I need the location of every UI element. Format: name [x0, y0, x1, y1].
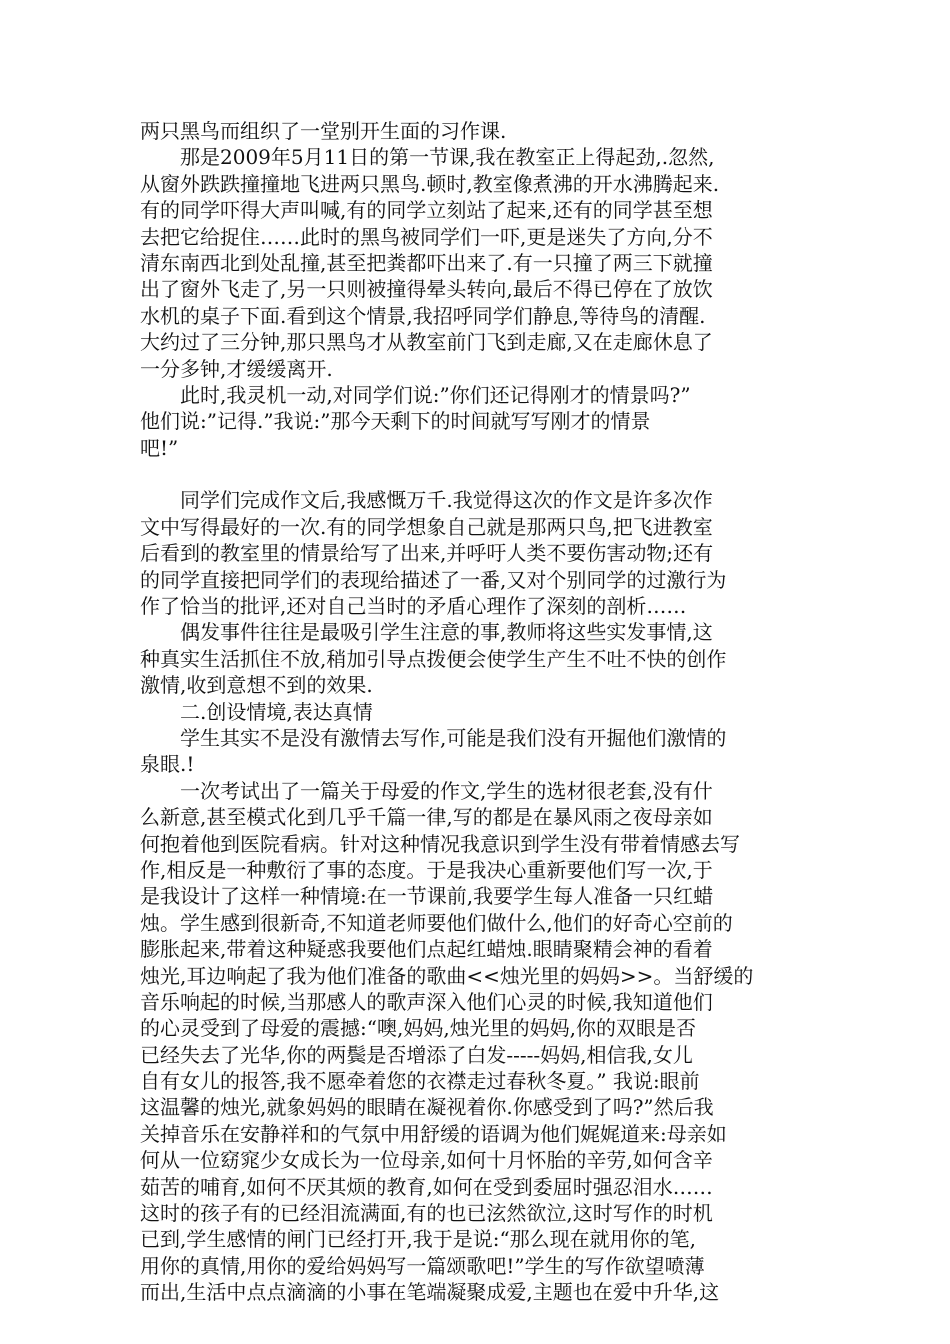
text-line: 他们说:”记得.”我说:”那今天剩下的时间就写写刚才的情景 — [140, 409, 651, 434]
text-line: 激情,收到意想不到的效果. — [140, 673, 373, 698]
text-line: 何抱着他到医院看病。针对这种情况我意识到学生没有带着情感去写 — [140, 831, 740, 856]
text-line: 么新意,甚至模式化到几乎千篇一律,写的都是在暴风雨之夜母亲如 — [140, 805, 713, 830]
text-line: 是我设计了这样一种情境:在一节课前,我要学生每人准备一只红蜡 — [140, 884, 714, 909]
text-line: 出了窗外飞走了,另一只则被撞得晕头转向,最后不得已停在了放饮 — [140, 277, 713, 302]
text-line: 自有女儿的报答,我不愿牵着您的衣襟走过春秋冬夏。” 我说:眼前 — [140, 1069, 700, 1094]
text-line: 烛。学生感到很新奇,不知道老师要他们做什么,他们的好奇心空前的 — [140, 910, 733, 935]
text-line: 一次考试出了一篇关于母爱的作文,学生的选材很老套,没有什 — [140, 778, 713, 803]
text-line: 膨胀起来,带着这种疑惑我要他们点起红蜡烛.眼睛聚精会神的看着 — [140, 937, 713, 962]
text-line: 何从一位窈窕少女成长为一位母亲,如何十月怀胎的辛劳,如何含辛 — [140, 1148, 713, 1173]
text-line: 这温馨的烛光,就象妈妈的眼睛在凝视着你.你感受到了吗?”然后我 — [140, 1095, 714, 1120]
text-line: 而出,生活中点点滴滴的小事在笔端凝聚成爱,主题也在爱中升华,这 — [140, 1280, 720, 1305]
text-line: 水机的桌子下面.看到这个情景,我招呼同学们静息,等待鸟的清醒. — [140, 303, 706, 328]
text-line: 同学们完成作文后,我感慨万千.我觉得这次的作文是许多次作 — [140, 488, 713, 513]
text-line: 两只黑鸟而组织了一堂别开生面的习作课. — [140, 119, 507, 143]
text-line: 作了恰当的批评,还对自己当时的矛盾心理作了深刻的剖析…… — [140, 594, 687, 619]
text-line: 这时的孩子有的已经泪流满面,有的也已泫然欲泣,这时写作的时机 — [140, 1201, 713, 1226]
blank-line — [140, 461, 810, 487]
text-line: 已经失去了光华,你的两鬓是否增添了白发-----妈妈,相信我,女儿 — [140, 1042, 693, 1067]
document-page — [140, 118, 810, 1306]
text-line: 的同学直接把同学们的表现给描述了一番,又对个别同学的过激行为 — [140, 567, 727, 592]
text-line: 烛光,耳边响起了我为他们准备的歌曲<<烛光里的妈妈>>。当舒缓的 — [140, 963, 754, 988]
text-line: 此时,我灵机一动,对同学们说:”你们还记得刚才的情景吗?” — [140, 382, 691, 407]
text-line: 去把它给捉住……此时的黑鸟被同学们一吓,更是迷失了方向,分不 — [140, 224, 713, 249]
text-line: 关掉音乐在安静祥和的气氛中用舒缓的语调为他们娓娓道来:母亲如 — [140, 1121, 727, 1146]
text-line: 茹苦的哺育,如何不厌其烦的教育,如何在受到委屈时强忍泪水…… — [140, 1174, 713, 1199]
text-line: 的心灵受到了母爱的震撼:“噢,妈妈,烛光里的妈妈,你的双眼是否 — [140, 1016, 697, 1041]
text-line: 一分多钟,才缓缓离开. — [140, 356, 333, 381]
text-line: 有的同学吓得大声叫喊,有的同学立刻站了起来,还有的同学甚至想 — [140, 198, 713, 223]
text-line: 清东南西北到处乱撞,甚至把粪都吓出来了.有一只撞了两三下就撞 — [140, 250, 713, 275]
text-line: 偶发事件往往是最吸引学生注意的事,教师将这些实发事情,这 — [140, 620, 713, 645]
text-line: 文中写得最好的一次.有的同学想象自己就是那两只鸟,把飞进教室 — [140, 514, 713, 539]
text-line: 后看到的教室里的情景给写了出来,并呼吁人类不要伤害动物;还有 — [140, 541, 714, 566]
text-line: 音乐响起的时候,当那感人的歌声深入他们心灵的时候,我知道他们 — [140, 989, 713, 1014]
text-line: 泉眼.! — [140, 752, 195, 777]
text-line: 大约过了三分钟,那只黑鸟才从教室前门飞到走廊,又在走廊休息了 — [140, 330, 713, 355]
text-line: 吧!” — [140, 435, 179, 460]
text-line: 二.创设情境,表达真情 — [140, 699, 373, 724]
text-line: 从窗外跌跌撞撞地飞进两只黑鸟.顿时,教室像煮沸的开水沸腾起来. — [140, 171, 720, 196]
text-line: 学生其实不是没有激情去写作,可能是我们没有开掘他们激情的 — [140, 725, 727, 750]
text-line: 用你的真情,用你的爱给妈妈写一篇颂歌吧!”学生的写作欲望喷薄 — [140, 1253, 705, 1278]
text-line: 已到,学生感情的闸门已经打开,我于是说:“那么现在就用你的笔, — [140, 1227, 697, 1252]
text-line: 那是2009年5月11日的第一节课,我在教室正上得起劲,.忽然, — [140, 145, 715, 170]
text-line: 种真实生活抓住不放,稍加引导点拨便会使学生产生不吐不快的创作 — [140, 646, 727, 671]
text-line: 作,相反是一种敷衍了事的态度。于是我决心重新要他们写一次,于 — [140, 857, 713, 882]
